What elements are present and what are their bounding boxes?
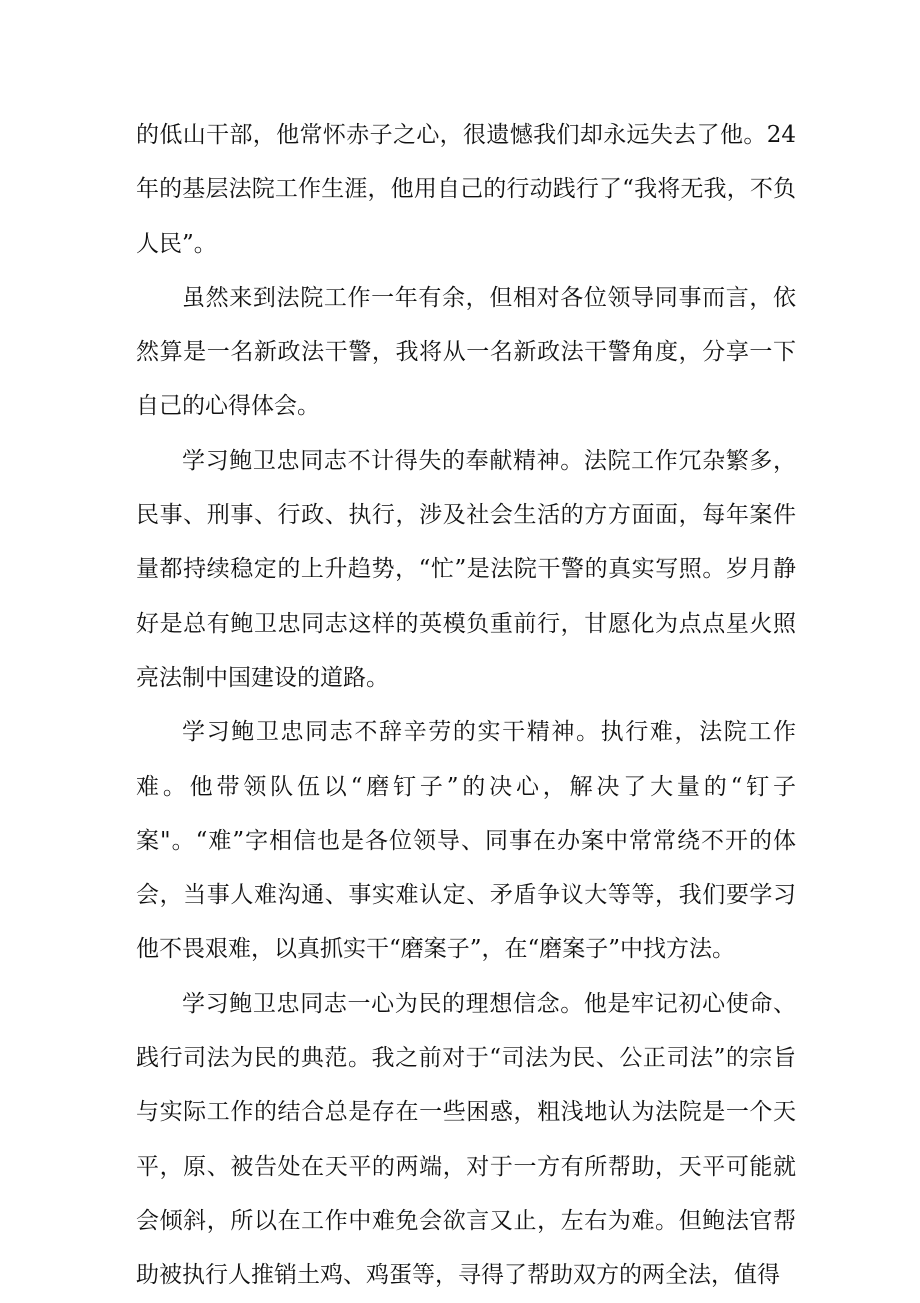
paragraph-ideals: 学习鲍卫忠同志一心为民的理想信念。他是牢记初心使命、践行司法为民的典范。我之前对于“司法为民、公正司法”的宗旨与实际工作的结合总是存在一些困惑，粗浅地认为法院是一个天平，原、被告处在天平的两端，对于一方有所帮助，天平可能就会倾斜，所以在工作中难免会欲言又止，左右为难。但鲍法官帮助被执行人推销土鸡、鸡蛋等，寻得了帮助双方的两全法，值得 <box>136 990 796 1289</box>
paragraph-intro: 虽然来到法院工作一年有余，但相对各位领导同事而言，依然算是一名新政法干警，我将从一名新政法干警角度，分享一下自己的心得体会。 <box>136 284 796 420</box>
paragraph-hardwork: 学习鲍卫忠同志不辞辛劳的实干精神。执行难，法院工作难。他带领队伍以“磨钉子”的决心，解决了大量的“钉子案"。“难”字相信也是各位领导、同事在办案中常常绕不开的体会，当事人难沟通、事实难认定、矛盾争议大等等，我们要学习他不畏艰难，以真抓实干“磨案子”，在“磨案子”中找方法。 <box>136 719 796 963</box>
document-body <box>136 108 796 1303</box>
paragraph-dedication: 学习鲍卫忠同志不计得失的奉献精神。法院工作冗杂繁多，民事、刑事、行政、执行，涉及社会生活的方方面面，每年案件量都持续稳定的上升趋势，“忙”是法院干警的真实写照。岁月静好是总有鲍卫忠同志这样的英模负重前行，甘愿化为点点星火照亮法制中国建设的道路。 <box>136 447 796 691</box>
paragraph-continued: 的低山干部，他常怀赤子之心，很遗憾我们却永远失去了他。24年的基层法院工作生涯，他用自己的行动践行了“我将无我，不负人民”。 <box>136 122 796 257</box>
